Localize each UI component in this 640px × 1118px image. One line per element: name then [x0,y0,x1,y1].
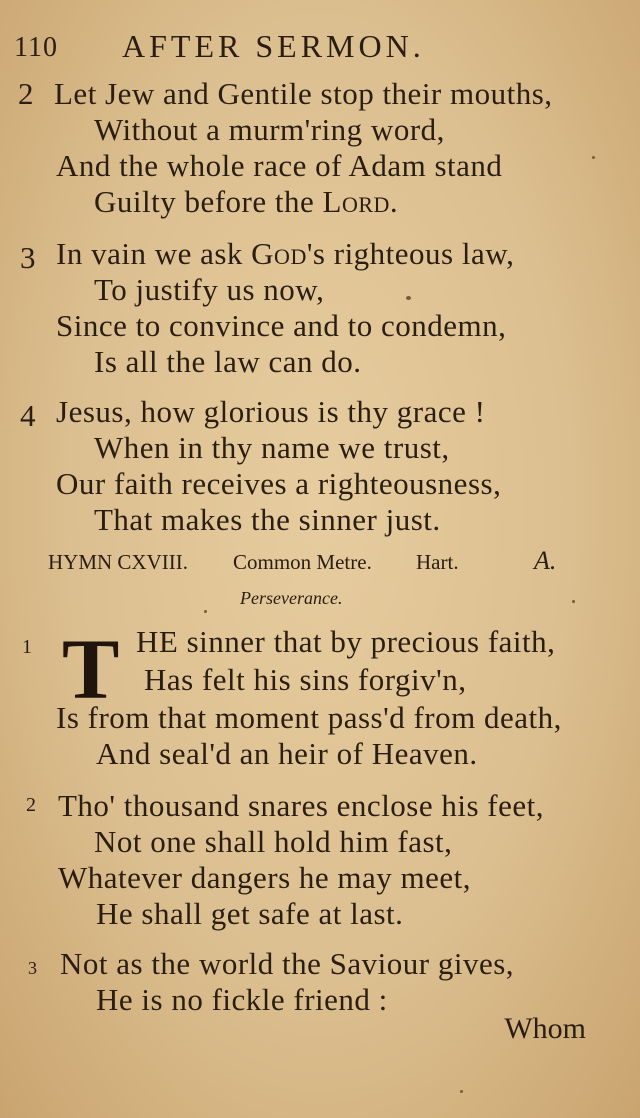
lord-smallcaps: Lord. [322,184,399,219]
verse-line: Not one shall hold him fast, [94,824,453,859]
verse-line: Since to convince and to condemn, [56,308,507,343]
running-title: AFTER SERMON. [122,28,425,64]
verse-line: HE sinner that by precious faith, [136,624,556,659]
verse-line: Has felt his sins forgiv'n, [144,662,467,697]
verse-line: When in thy name we trust, [94,430,450,465]
stanza-number: 3 [20,240,36,275]
verse-line: Jesus, how glorious is thy grace ! [56,394,486,429]
verse-line: Whatever dangers he may meet, [58,860,472,895]
verse-line: Let Jew and Gentile stop their mouths, [54,76,553,111]
stanza-number: 4 [20,398,36,433]
verse-line: That makes the sinner just. [94,502,441,537]
hymn-title: HYMN CXVIII. [48,550,188,574]
stanza-number: 2 [26,794,36,816]
verse-line: Tho' thousand snares enclose his feet, [58,788,545,823]
verse-line: In vain we ask God's righteous law, [56,236,515,271]
stanza-number: 3 [28,958,37,978]
verse-line: Is all the law can do. [94,344,362,379]
verse-line: He shall get safe at last. [96,896,404,931]
hymn-subject: Perseverance. [240,588,343,608]
catchword: Whom [504,1012,586,1045]
paper-speck [592,156,595,159]
stanza-number: 2 [18,76,34,111]
paper-speck [406,296,411,300]
page-number: 110 [14,32,58,63]
page-header [0,28,640,68]
hymn-meter: Common Metre. [233,550,372,574]
paper-speck [204,610,207,613]
verse-line: Not as the world the Saviour gives, [60,946,515,981]
stanza-number: 1 [22,636,32,658]
verse-line: And seal'd an heir of Heaven. [96,736,478,771]
verse-line: To justify us now, [94,272,325,307]
hymn-tune: A. [534,546,557,575]
verse-line: Our faith receives a righteousness, [56,466,502,501]
drop-cap: T [62,621,120,717]
verse-line: He is no fickle friend : [96,982,388,1017]
verse-line: Is from that moment pass'd from death, [56,700,562,735]
verse-line: Guilty before the Lord. [94,184,399,219]
paper-speck [460,1090,463,1093]
hymn-author: Hart. [416,550,459,574]
paper-speck [572,600,575,603]
verse-line: And the whole race of Adam stand [56,148,503,183]
verse-line: Without a murm'ring word, [94,112,445,147]
